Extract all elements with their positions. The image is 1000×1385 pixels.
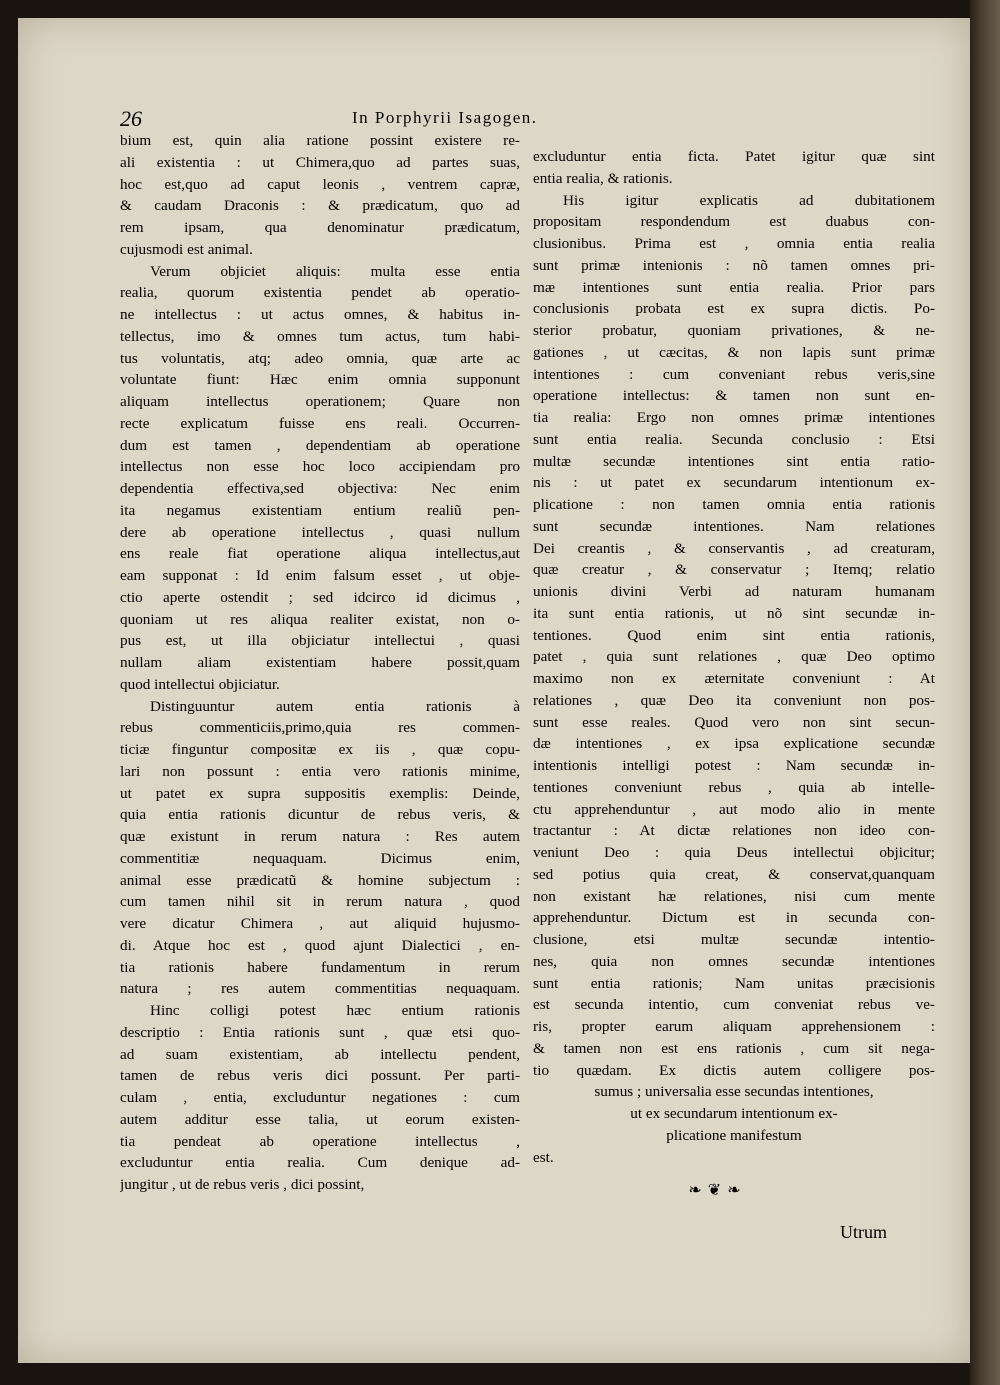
text-line: tamen de rebus veris dici possunt. Per parti- (120, 1067, 520, 1085)
text-line: His igitur explicatis ad dubitationem (563, 191, 935, 209)
text-line: sumus ; universalia esse secundas intentiones, (594, 1083, 874, 1101)
text-line: dere ab operatione intellectus , quasi nullum (120, 523, 520, 541)
text-line: pus est, ut illa objiciatur intellectui , quasi (120, 632, 520, 650)
text-line: eam supponat : Id enim falsum esset , ut obje- (120, 567, 520, 584)
text-line: tentiones. Quod enim sint entia rationis, (533, 626, 935, 644)
text-line: entia realia, & rationis. (533, 169, 673, 187)
text-line: intentiones : cum conveniant rebus veris,sine (533, 365, 935, 383)
text-line: & tamen non est ens rationis , cum sit nega- (533, 1039, 935, 1057)
text-line: sunt primæ intenionis : nõ tamen omnes pri- (533, 256, 935, 274)
text-line: propositam respondendum est duabus con- (533, 213, 935, 231)
catchword: Utrum (840, 1222, 887, 1242)
text-line: non existant hæ relationes, nisi cum mente (533, 887, 935, 905)
text-line: est secunda intentio, cum conveniat rebus ve- (533, 996, 935, 1014)
text-line: veniunt Deo : quia Deus intellectui objicitur; (533, 844, 935, 861)
text-line: vere dicatur Chimera , aut aliquid hujusmo- (120, 915, 520, 932)
text-line: animal esse prædicatũ & homine subjectum : (120, 871, 520, 889)
text-line: nis : ut patet ex secundarum intentionum ex- (533, 474, 935, 492)
text-line: gationes , ut cæcitas, & non lapis sunt primæ (533, 343, 935, 361)
text-line: recte explicatum fuisse ens reali. Occurren- (120, 414, 520, 432)
text-line: ticiæ finguntur compositæ ex iis , quæ copu- (120, 741, 520, 758)
text-line: maximo non ex æternitate conveniunt : At (533, 670, 935, 687)
text-line: cum tamen nihil sit in rerum natura , quod (120, 893, 520, 911)
text-line: lari non possunt : entia vero rationis minime, (120, 762, 520, 780)
text-line: patet , quia sunt relationes , quæ Deo optimo (533, 648, 935, 666)
text-line: sterior probatur, quoniam privationes, & ne- (533, 322, 935, 339)
text-line: tentiones conveniunt rebus , quia ab intelle- (533, 778, 935, 796)
text-line: intellectus non esse hoc loco accipiendam pro (120, 458, 520, 476)
text-line: Verum objiciet aliquis: multa esse entia (150, 262, 520, 280)
text-line: quod intellectui objiciatur. (120, 675, 280, 693)
text-line: di. Atque hoc est , quod ajunt Dialectici , en- (120, 936, 520, 954)
text-line: dependentia effectiva,sed objectiva: Nec enim (120, 480, 520, 497)
text-line: tia realia: Ergo non omnes primæ intentiones (533, 409, 935, 426)
text-line: operatione intellectus: & tamen non sunt en- (533, 387, 935, 405)
text-line: excluduntur entia realia. Cum denique ad- (120, 1154, 520, 1172)
text-line: ut patet ex supra suppositis exemplis: Deinde, (120, 784, 520, 802)
text-line: jungitur , ut de rebus veris , dici possint, (120, 1176, 365, 1193)
text-line: unionis divini Verbi ad naturam humanam (533, 583, 935, 600)
text-line: hoc est,quo ad caput leonis , ventrem capræ, (120, 175, 520, 193)
text-line: tellectus, imo & omnes tum actus, tum habi- (120, 327, 520, 345)
text-line: sunt entia realia. Secunda conclusio : Etsi (533, 430, 935, 448)
text-line: natura ; res autem commentitias nequaquam. (120, 980, 520, 998)
text-line: tia rationis habere fundamentum in rerum (120, 958, 520, 976)
book-edge (970, 0, 1000, 1385)
text-line: excluduntur entia ficta. Patet igitur quæ sint (533, 148, 935, 165)
text-line: nes, quia non omnes secundæ intentiones (533, 952, 935, 970)
text-line: apprehenduntur. Dictum est in secunda con- (533, 909, 935, 927)
text-line: rem ipsam, qua denominatur prædicatum, (120, 219, 520, 236)
text-line: plicatione manifestum (666, 1126, 802, 1144)
ornament: ❧ ❦ ❧ (688, 1182, 742, 1199)
text-line: tia pendeat ab operatione intellectus , (120, 1132, 520, 1150)
text-line: multæ secundæ intentiones sint entia ratio- (533, 452, 935, 470)
text-line: ne intellectus : ut actus omnes, & habitus in- (120, 306, 520, 323)
text-line: ctu apprehenduntur , aut modo alio in mente (533, 800, 935, 818)
text-line: quoniam ut res aliqua realiter existat, non o- (120, 610, 520, 628)
text-line: ali existentia : ut Chimera,quo ad partes suas, (120, 153, 520, 171)
text-line: ita sunt entia rationis, ut nõ sint secundæ in- (533, 604, 935, 622)
right-column (533, 146, 935, 1168)
text-line: dum est tamen , dependentiam ab operatione (120, 436, 520, 454)
text-line: clusione, etsi multæ secundæ intentio- (533, 931, 935, 948)
text-line: sunt esse reales. Quod vero non sint secun- (533, 713, 935, 731)
text-line: aliquam intellectus operationem; Quare non (120, 393, 520, 410)
text-line: quæ creatur , & conservatur ; Itemq; relatio (533, 561, 935, 579)
text-line: quia entia rationis dicuntur de rebus veris, & (120, 806, 520, 824)
text-line: dæ intentiones , ex ipsa explicatione secundæ (533, 735, 935, 753)
text-line: intentionis intelligi potest : Nam secundæ in- (533, 757, 935, 774)
text-line: sunt entia rationis; Nam unitas præcisionis (533, 974, 935, 992)
text-line: sunt secundæ intentiones. Nam relationes (533, 517, 935, 535)
text-line: culam , entia, excluduntur negationes : cum (120, 1089, 520, 1106)
text-line: rebus commenticiis,primo,quia res commen- (120, 719, 520, 737)
text-line: & caudam Draconis : & prædicatum, quo ad (120, 197, 520, 215)
text-line: ad suam existentiam, ab intellectu pendent, (120, 1045, 520, 1063)
text-line: autem additur esse talia, ut eorum existen- (120, 1110, 520, 1128)
left-column (120, 130, 520, 1196)
text-line: realia, quorum existentia pendet ab operatio- (120, 284, 520, 302)
text-line: ens reale fiat operatione aliqua intellectus,aut (120, 545, 520, 563)
text-line: descriptio : Entia rationis sunt , quæ etsi quo- (120, 1023, 520, 1041)
text-line: Hinc colligi potest hæc entium rationis (150, 1002, 520, 1019)
text-line: sed potius quia creat, & conservat,quanquam (533, 865, 935, 883)
running-head: In Porphyrii Isagogen. (352, 108, 538, 127)
text-line: commentitiæ nequaquam. Dicimus enim, (120, 849, 520, 867)
text-line: bium est, quin alia ratione possint existere re- (120, 132, 520, 149)
text-line: est. (533, 1148, 554, 1166)
page-number: 26 (120, 106, 142, 131)
text-line: cujusmodi est animal. (120, 240, 253, 258)
text-line: ut ex secundarum intentionum ex- (630, 1105, 838, 1122)
text-line: tus voluntatis, atq; adeo omnia, quæ arte ac (120, 349, 520, 367)
text-line: plicatione : non tamen omnia entia rationis (533, 496, 935, 513)
text-line: voluntate fiunt: Hæc enim omnia supponunt (120, 371, 520, 389)
text-line: Distinguuntur autem entia rationis à (150, 697, 520, 715)
text-line: ctio aperte ostendit ; sed idcirco id dicimus , (120, 588, 520, 606)
text-line: clusionibus. Prima est , omnia entia realia (533, 235, 935, 252)
text-line: quæ existunt in rerum natura : Res autem (120, 828, 520, 845)
text-line: conclusionis probata est ex supra dictis. Po- (533, 300, 935, 318)
text-line: relationes , quæ Deo ita conveniunt non pos- (533, 691, 935, 709)
text-line: tractantur : At dictæ relationes non ideo con- (533, 822, 935, 840)
text-line: nullam aliam existentiam habere possit,quam (120, 654, 520, 671)
text-line: Dei creantis , & conservantis , ad creaturam, (533, 539, 935, 557)
text-line: ris, propter earum aliquam apprehensionem : (533, 1018, 935, 1035)
text-line: ita negamus existentiam entium realiũ pen- (120, 501, 520, 519)
text-line: mæ intentiones sunt entia realia. Prior pars (533, 278, 935, 296)
text-line: tio quædam. Ex dictis autem colligere pos- (533, 1061, 935, 1079)
